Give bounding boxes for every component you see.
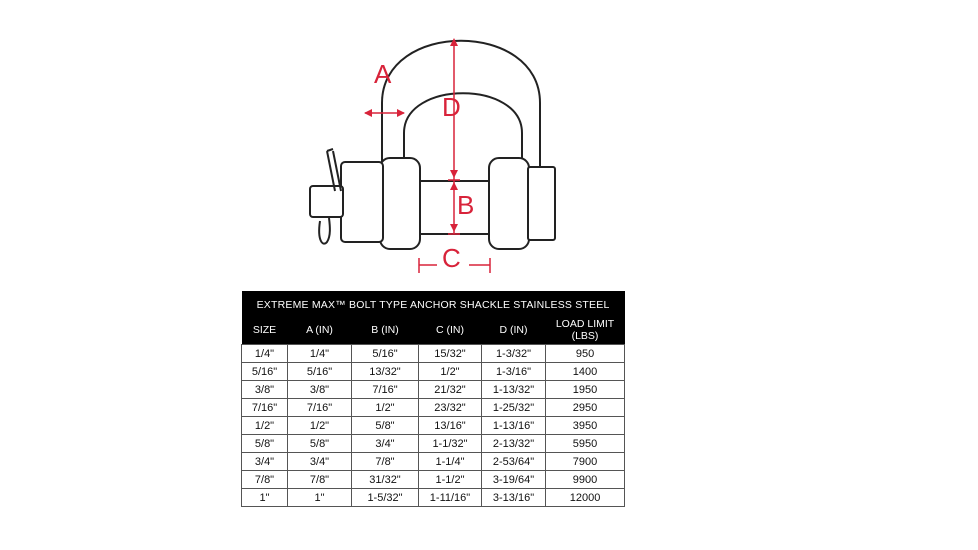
- label-b: B: [457, 190, 475, 220]
- cell-a: 5/8": [288, 435, 352, 453]
- bolt-stub: [310, 186, 343, 217]
- right-boss: [489, 158, 529, 249]
- table-row: [242, 417, 625, 435]
- cell-d: 1-3/16": [482, 363, 546, 381]
- cell-load-limit: 3950: [546, 417, 625, 435]
- cell-b: 1/2": [352, 399, 419, 417]
- table-row: [242, 453, 625, 471]
- cell-load-limit: 1400: [546, 363, 625, 381]
- spec-table: [241, 291, 625, 507]
- cell-b: 3/4": [352, 435, 419, 453]
- cell-b: 5/16": [352, 345, 419, 363]
- cell-a: 1/2": [288, 417, 352, 435]
- label-c: C: [442, 243, 461, 273]
- cell-c: 1-1/4": [419, 453, 482, 471]
- cell-d: 1-13/16": [482, 417, 546, 435]
- header-a: A (IN): [288, 318, 352, 345]
- cell-c: 23/32": [419, 399, 482, 417]
- cell-load-limit: 2950: [546, 399, 625, 417]
- cell-d: 1-13/32": [482, 381, 546, 399]
- cell-c: 1-11/16": [419, 489, 482, 507]
- cell-load-limit: 5950: [546, 435, 625, 453]
- cell-c: 1/2": [419, 363, 482, 381]
- label-d: D: [442, 92, 461, 122]
- cell-load-limit: 950: [546, 345, 625, 363]
- cell-c: 13/16": [419, 417, 482, 435]
- cell-d: 1-25/32": [482, 399, 546, 417]
- header-size: SIZE: [242, 318, 288, 345]
- cell-b: 1-5/32": [352, 489, 419, 507]
- table-header-row: [242, 318, 625, 345]
- cell-b: 13/32": [352, 363, 419, 381]
- header-c: C (IN): [419, 318, 482, 345]
- cell-size: 1": [242, 489, 288, 507]
- cell-size: 3/8": [242, 381, 288, 399]
- cell-b: 5/8": [352, 417, 419, 435]
- cell-c: 15/32": [419, 345, 482, 363]
- table-row: [242, 471, 625, 489]
- cell-c: 1-1/2": [419, 471, 482, 489]
- cell-load-limit: 12000: [546, 489, 625, 507]
- cell-d: 2-13/32": [482, 435, 546, 453]
- cell-load-limit: 9900: [546, 471, 625, 489]
- cell-load-limit: 7900: [546, 453, 625, 471]
- cell-size: 7/16": [242, 399, 288, 417]
- header-d: D (IN): [482, 318, 546, 345]
- cell-size: 5/8": [242, 435, 288, 453]
- cell-b: 31/32": [352, 471, 419, 489]
- cell-load-limit: 1950: [546, 381, 625, 399]
- cell-size: 7/8": [242, 471, 288, 489]
- table-title: EXTREME MAX™ BOLT TYPE ANCHOR SHACKLE STAINLESS STEEL: [242, 291, 625, 318]
- table-row: [242, 435, 625, 453]
- cell-c: 1-1/32": [419, 435, 482, 453]
- cell-size: 3/4": [242, 453, 288, 471]
- cell-a: 1/4": [288, 345, 352, 363]
- table-row: [242, 399, 625, 417]
- cell-d: 1-3/32": [482, 345, 546, 363]
- cell-size: 1/4": [242, 345, 288, 363]
- label-a: A: [374, 59, 392, 89]
- shackle-diagram: [300, 28, 570, 278]
- table-row: [242, 381, 625, 399]
- table-row: [242, 363, 625, 381]
- cell-b: 7/8": [352, 453, 419, 471]
- table-body: [242, 345, 625, 507]
- cell-a: 3/8": [288, 381, 352, 399]
- cell-a: 5/16": [288, 363, 352, 381]
- cell-d: 2-53/64": [482, 453, 546, 471]
- cell-b: 7/16": [352, 381, 419, 399]
- header-b: B (IN): [352, 318, 419, 345]
- cell-a: 7/16": [288, 399, 352, 417]
- cell-a: 7/8": [288, 471, 352, 489]
- cell-d: 3-19/64": [482, 471, 546, 489]
- bolt-head: [528, 167, 555, 240]
- table-row: [242, 489, 625, 507]
- cell-a: 3/4": [288, 453, 352, 471]
- header-load-limit: LOAD LIMIT (LBS): [546, 318, 625, 345]
- cell-size: 5/16": [242, 363, 288, 381]
- cell-c: 21/32": [419, 381, 482, 399]
- cell-size: 1/2": [242, 417, 288, 435]
- cell-d: 3-13/16": [482, 489, 546, 507]
- shackle-nut: [341, 162, 383, 242]
- cell-a: 1": [288, 489, 352, 507]
- left-boss: [380, 158, 420, 249]
- table-row: [242, 345, 625, 363]
